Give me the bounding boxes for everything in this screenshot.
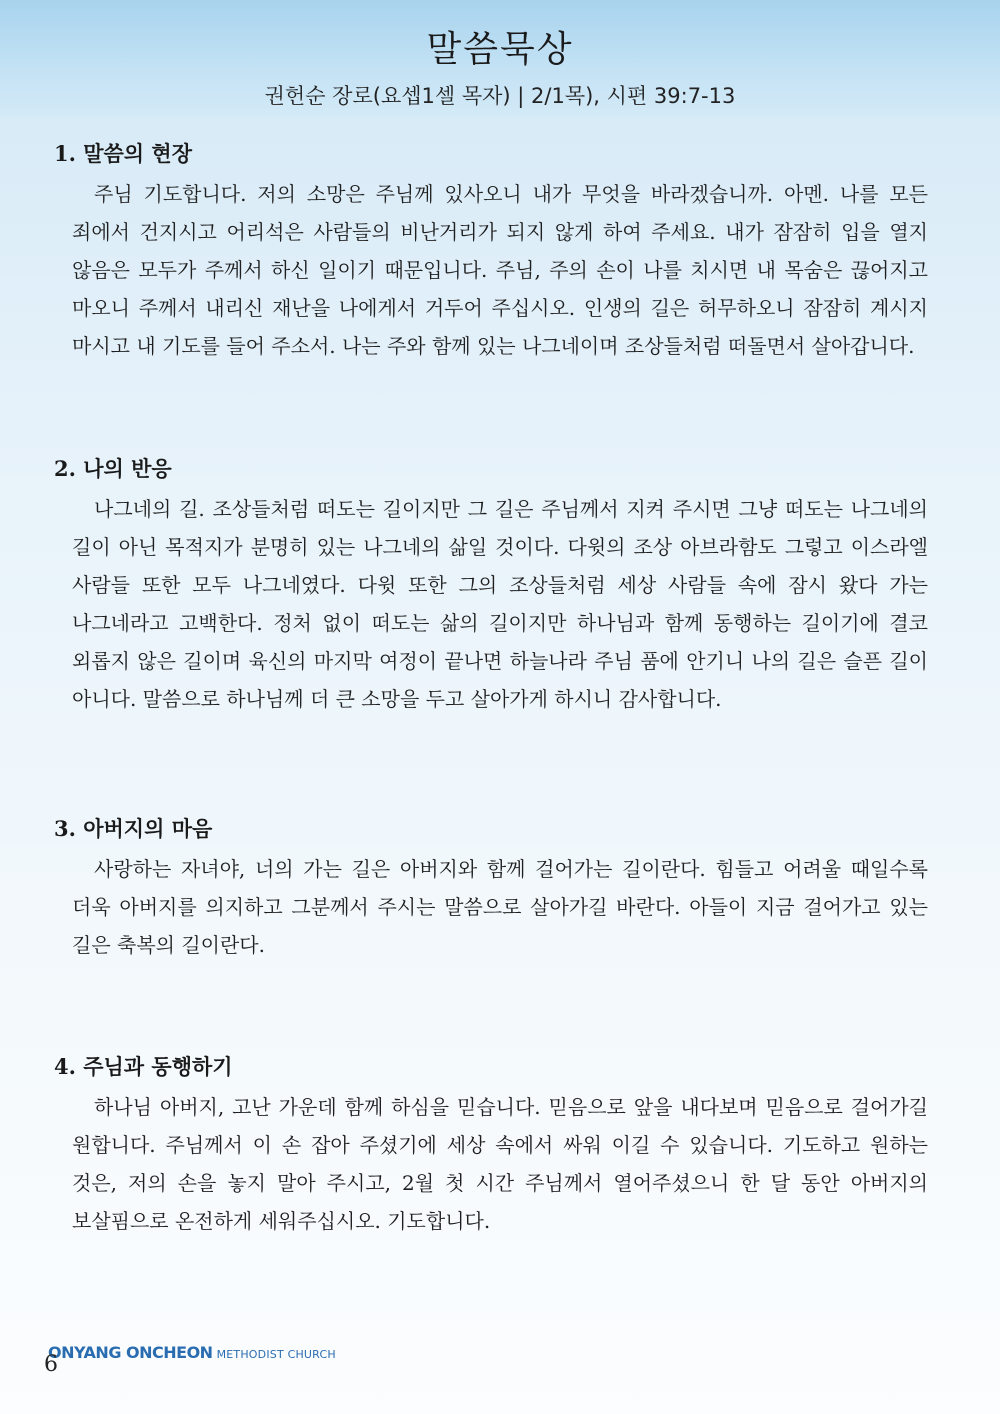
- logo-sub-text: METHODIST CHURCH: [216, 1348, 336, 1361]
- page-subtitle: 권헌순 장로(요셉1셀 목자) | 2/1목), 시편 39:7-13: [264, 84, 736, 108]
- logo-main-text: ONYANG ONCHEON: [48, 1343, 213, 1362]
- section-my-response: [54, 454, 928, 718]
- section-title: 4. 주님과 동행하기: [54, 1054, 233, 1079]
- section-title: 3. 아버지의 마음: [54, 816, 213, 841]
- section-body: 나그네의 길. 조상들처럼 떠도는 길이지만 그 길은 주님께서 지켜 주시면 그냥 떠도는 나그네의 길이 아닌 목적지가 분명히 있는 나그네의 삶일 것이다. 다윗의 조상 아브라함도 그렇고 이스라엘 사람들 또한 모두 나그네였다. 다윗 또한 그의 조상들처럼 세상 사람들 속에 잠시 왔다 가는 나그네라고 고백한다. 정처 없이 떠도는 삶의 길이지만 하나님과 함께 동행하는 길이기에 결코 외롭지 않은 길이며 육신의 마지막 여정이 끝나면 하늘나라 주님 품에 안기니 나의 길은 슬픈 길이 아니다. 말씀으로 하나님께 더 큰 소망을 두고 살아가게 하시니 감사합니다.: [72, 497, 928, 711]
- page-number: 6: [44, 1352, 58, 1377]
- section-scripture-scene: [54, 139, 928, 365]
- page-title: 말씀묵상: [426, 29, 574, 70]
- page-header: [0, 0, 1000, 118]
- section-fathers-heart: [54, 814, 928, 964]
- section-body: 사랑하는 자녀야, 너의 가는 길은 아버지와 함께 걸어가는 길이란다. 힘들고 어려울 때일수록 더욱 아버지를 의지하고 그분께서 주시는 말씀으로 살아가길 바란다. 아들이 지금 걸어가고 있는 길은 축복의 길이란다.: [72, 857, 928, 957]
- section-body: 하나님 아버지, 고난 가운데 함께 하심을 믿습니다. 믿음으로 앞을 내다보며 믿음으로 걸어가길 원합니다. 주님께서 이 손 잡아 주셨기에 세상 속에서 싸워 이길 수 있습니다. 기도하고 원하는 것은, 저의 손을 놓지 말아 주시고, 2월 첫 시간 주님께서 열어주셨으니 한 달 동안 아버지의 보살핌으로 온전하게 세워주십시오. 기도합니다.: [72, 1095, 928, 1233]
- section-body: 주님 기도합니다. 저의 소망은 주님께 있사오니 내가 무엇을 바라겠습니까. 아멘. 나를 모든 죄에서 건지시고 어리석은 사람들의 비난거리가 되지 않게 하여 주세요. 내가 잠잠히 입을 열지 않음은 모두가 주께서 하신 일이기 때문입니다. 주님, 주의 손이 나를 치시면 내 목숨은 끊어지고 마오니 주께서 내리신 재난을 나에게서 거두어 주십시오. 인생의 길은 허무하오니 잠잠히 계시지 마시고 내 기도를 들어 주소서. 나는 주와 함께 있는 나그네이며 조상들처럼 떠돌면서 살아갑니다.: [72, 182, 928, 358]
- section-title: 1. 말씀의 현장: [54, 141, 192, 166]
- section-walking-with-lord: [54, 1052, 928, 1240]
- church-logo: [48, 1343, 336, 1367]
- section-title: 2. 나의 반응: [54, 456, 172, 481]
